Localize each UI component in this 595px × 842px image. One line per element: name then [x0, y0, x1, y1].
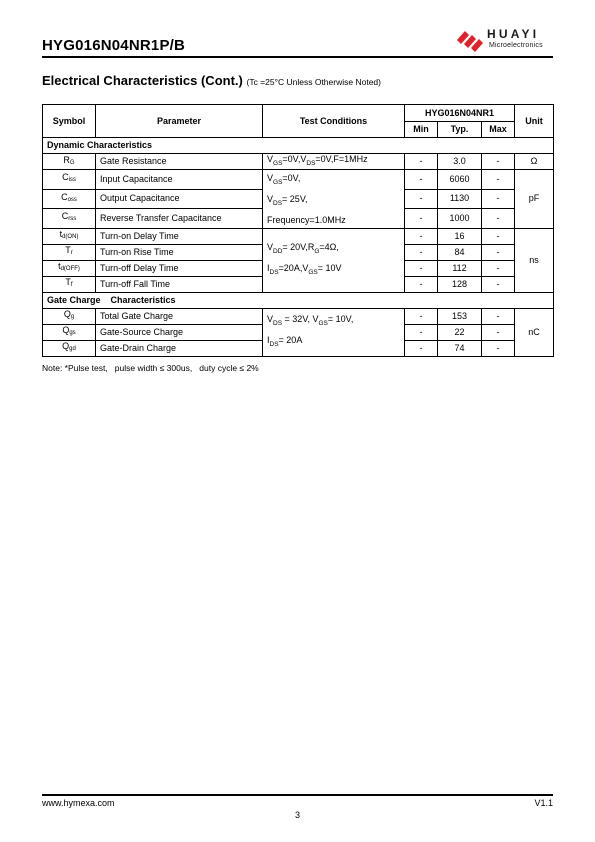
parameter-cell: Gate Resistance	[96, 154, 263, 170]
unit-cell: pF	[515, 170, 554, 229]
test-condition-cell: $V_{DS} = 32V$, $V_{GS}= 10V$, $I_{DS}= 20A$	[263, 308, 405, 356]
min-cell: -	[405, 324, 438, 340]
typ-cell: 1000	[438, 209, 482, 229]
max-cell: -	[482, 244, 515, 260]
parameter-cell: Gate-Drain Charge	[96, 340, 263, 356]
min-cell: -	[405, 154, 438, 170]
typ-cell: 22	[438, 324, 482, 340]
footer-version: V1.1	[534, 798, 553, 808]
min-cell: -	[405, 340, 438, 356]
min-cell: -	[405, 276, 438, 292]
max-cell: -	[482, 170, 515, 190]
typ-cell: 153	[438, 308, 482, 324]
symbol-cell: $t_{d(OFF)}$	[43, 260, 96, 276]
parameter-cell: Total Gate Charge	[96, 308, 263, 324]
symbol-cell: $C_{rss}$	[43, 209, 96, 229]
typ-cell: 16	[438, 228, 482, 244]
section-title	[42, 73, 381, 88]
typ-cell: 6060	[438, 170, 482, 190]
max-cell: -	[482, 189, 515, 209]
parameter-cell: Turn-on Delay Time	[96, 228, 263, 244]
table-row	[43, 170, 554, 190]
symbol-cell: $Q_{gs}$	[43, 324, 96, 340]
category-dynamic: Dynamic Characteristics	[43, 138, 554, 154]
typ-cell: 74	[438, 340, 482, 356]
parameter-cell: Input Capacitance	[96, 170, 263, 190]
header-rule	[42, 56, 553, 58]
symbol-cell: $T_r$	[43, 244, 96, 260]
parameter-cell: Gate-Source Charge	[96, 324, 263, 340]
typ-cell: 128	[438, 276, 482, 292]
unit-cell: ns	[515, 228, 554, 292]
header-parameter: Parameter	[96, 105, 263, 138]
test-condition-cell: $V_{GS}=0V$, $V_{DS}= 25V$, Frequency=1.0MHz	[263, 170, 405, 229]
typ-cell: 1130	[438, 189, 482, 209]
typ-cell: 3.0	[438, 154, 482, 170]
header-unit: Unit	[515, 105, 554, 138]
max-cell: -	[482, 276, 515, 292]
table-row	[43, 308, 554, 324]
symbol-cell: $C_{oss}$	[43, 189, 96, 209]
table-row	[43, 228, 554, 244]
min-cell: -	[405, 189, 438, 209]
header-device: HYG016N04NR1	[405, 105, 515, 122]
min-cell: -	[405, 260, 438, 276]
page-number: 3	[294, 810, 300, 820]
max-cell: -	[482, 324, 515, 340]
min-cell: -	[405, 170, 438, 190]
parameter-cell: Turn-on Rise Time	[96, 244, 263, 260]
min-cell: -	[405, 244, 438, 260]
header-symbol: Symbol	[43, 105, 96, 138]
typ-cell: 84	[438, 244, 482, 260]
parameter-cell: Turn-off Delay Time	[96, 260, 263, 276]
logo-subtitle: Microelectronics	[489, 42, 543, 49]
category-gate-charge: Gate Charge Characteristics	[43, 292, 554, 308]
footer-rule	[42, 794, 553, 796]
header-test-conditions: Test Conditions	[263, 105, 405, 138]
min-cell: -	[405, 228, 438, 244]
electrical-characteristics-table	[42, 104, 554, 357]
symbol-cell: $Q_g$	[43, 308, 96, 324]
unit-cell: nC	[515, 308, 554, 356]
min-cell: -	[405, 209, 438, 229]
max-cell: -	[482, 260, 515, 276]
logo-brand: HUAYI	[487, 27, 540, 41]
table-row	[43, 154, 554, 170]
pulse-test-note: Note: *Pulse test, pulse width ≤ 300us, duty cycle ≤ 2%	[42, 363, 259, 373]
symbol-cell: $C_{iss}$	[43, 170, 96, 190]
parameter-cell: Reverse Transfer Capacitance	[96, 209, 263, 229]
parameter-cell: Output Capacitance	[96, 189, 263, 209]
symbol-cell: $Q_{gd}$	[43, 340, 96, 356]
typ-cell: 112	[438, 260, 482, 276]
footer-url[interactable]: www.hymexa.com	[42, 798, 115, 808]
max-cell: -	[482, 154, 515, 170]
max-cell: -	[482, 340, 515, 356]
section-title-text: Electrical Characteristics (Cont.)	[42, 73, 243, 88]
max-cell: -	[482, 308, 515, 324]
company-logo	[455, 27, 555, 55]
test-condition-cell: $V_{GS}=0V,V_{DS}=0V,F=1MHz$	[263, 154, 405, 170]
parameter-cell: Turn-off Fall Time	[96, 276, 263, 292]
max-cell: -	[482, 228, 515, 244]
section-condition: (Tc =25°C Unless Otherwise Noted)	[246, 77, 381, 87]
test-condition-cell: $V_{DD}= 20V,R_G=4\Omega$, $I_{DS}=20A,V_{GS}= 10V$	[263, 228, 405, 292]
huayi-logo-icon	[455, 27, 485, 53]
symbol-cell: $R_G$	[43, 154, 96, 170]
symbol-cell: $T_f$	[43, 276, 96, 292]
symbol-cell: $t_{d(ON)}$	[43, 228, 96, 244]
header-max: Max	[482, 122, 515, 138]
min-cell: -	[405, 308, 438, 324]
header-min: Min	[405, 122, 438, 138]
header-typ: Typ.	[438, 122, 482, 138]
part-number: HYG016N04NR1P/B	[42, 37, 186, 54]
unit-cell: Ω	[515, 154, 554, 170]
max-cell: -	[482, 209, 515, 229]
